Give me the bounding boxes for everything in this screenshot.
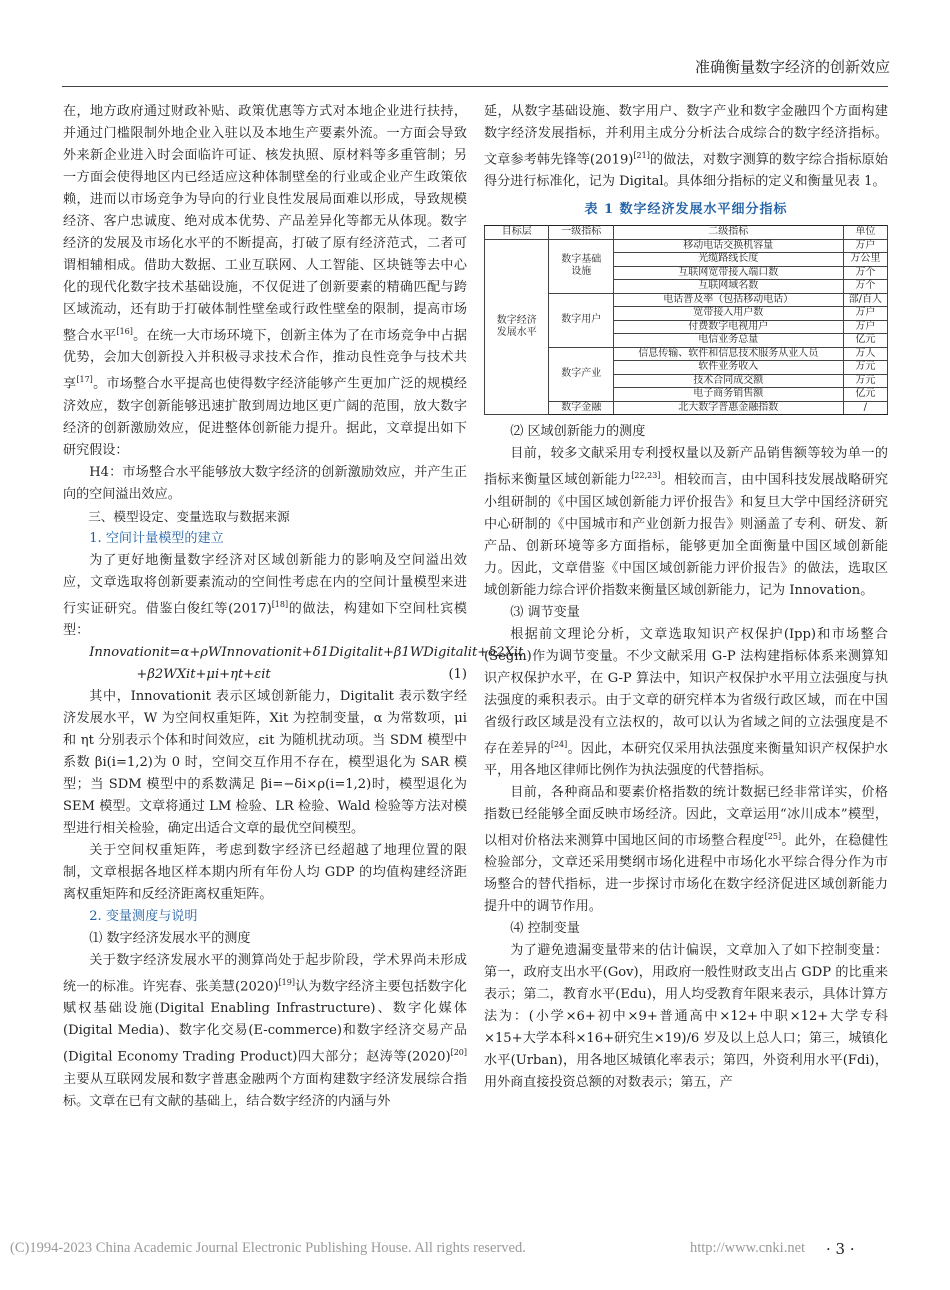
table-cell: 万元 (843, 361, 887, 375)
table-header: 单位 (843, 226, 887, 240)
section-heading: 三、模型设定、变量选取与数据来源 (88, 508, 290, 524)
table-cell: 万个 (843, 280, 887, 294)
table-group-cell: 数字用户 (549, 293, 613, 347)
table-group-cell: 数字基础设施 (549, 239, 613, 293)
table-caption: 表 1 数字经济发展水平细分指标 (584, 202, 788, 218)
paragraph: 目前，较多文献采用专利授权量以及新产品销售额等较为单一的指标来衡量区域创新能力[22,23]。相较而言，由中国科技发展战略研究小组研制的《中国区域创新能力评价报告》和复旦大学中国经济研究中心研制的《中国城市和产业创新力报告》则涵盖了专利、研发、新产品、创新环境等多方面指标，能够更加全面衡量中国区域创新能力。因此，文章借鉴《中国区域创新能力评价报告》的做法，选取区域创新能力综合评价指数来衡量区域创新能力，记为 Innovation。 (484, 446, 889, 598)
citation: [25] (764, 832, 782, 842)
table-cell: 亿元 (843, 334, 887, 348)
indicator-table (484, 225, 888, 415)
subsubsection-heading: ⑴ 数字经济发展水平的测度 (89, 931, 251, 947)
subsection-heading: 1. 空间计量模型的建立 (89, 530, 224, 546)
paragraph: 为了更好地衡量数字经济对区域创新能力的影响及空间溢出效应，文章选取将创新要素流动的空间性考虑在内的空间计量模型来进行实证研究。借鉴白俊红等(2017)[18]的做法，构建如下空间杜宾模型： (63, 552, 468, 639)
table-cell: 万个 (843, 266, 887, 280)
citation: [16] (116, 327, 133, 336)
table-cell: 万户 (843, 320, 887, 334)
table-cell: 移动电话交换机容量 (613, 239, 843, 253)
right-column (484, 101, 888, 1094)
citation: [20] (450, 1048, 467, 1058)
table-header: 目标层 (485, 226, 549, 240)
table-target-cell: 数字经济发展水平 (485, 239, 549, 415)
citation: [22,23] (631, 471, 661, 481)
citation: [19] (278, 978, 295, 988)
footer-site-link[interactable]: http://www.cnki.net (690, 1240, 806, 1256)
hypothesis-h4: H4：市场整合水平能够放大数字经济的创新激励效应，并产生正向的空间溢出效应。 (63, 464, 467, 502)
equation-line-1: Innovationit=α+ρWInnovationit+δ1Digitalit+β1WDigitalit+δ2Xit (89, 645, 524, 661)
table-header: 二级指标 (613, 226, 843, 240)
paragraph: 在，地方政府通过财政补贴、政策优惠等方式对本地企业进行扶持，并通过门槛限制外地企业入驻以及本地生产要素外流。一方面会导致外来新企业进入时会面临许可证、核发执照、原材料等多重管制；另一方面会使得地区内已经适应这种体制壁垒的行业或企业产生政策依赖，进而以市场竞争为导向的行业良性发展局面难以形成，导致规模经济、客户忠诚度、绝对成本优势、产品差异化等都无从体现。数字经济的发展及市场化水平的不断提高，打破了原有经济范式，二者可谓相辅相成。借助大数据、工业互联网、人工智能、区块链等去中心化的现代化数字技术基础设施，不仅促进了创新要素的精确匹配与跨区域流动，还有助于打破体制性壁垒或行政性壁垒的限制，提高市场整合水平[16]。在统一大市场环境下，创新主体为了在市场竞争中占据优势，会加大创新投入并积极寻求技术合作，推动良性竞争与技术共享[17]。市场整合水平提高也使得数字经济能够产生更加广泛的规模经济效应，数字创新能够迅速扩散到周边地区更广阔的范围，放大数字经济的创新激励效应，促进整体创新能力提升。据此，文章提出如下研究假设： (63, 104, 468, 458)
table-group-cell: 数字产业 (549, 347, 613, 401)
footer-copyright: (C)1994-2023 China Academic Journal Electronic Publishing House. All rights reserved. (10, 1240, 526, 1256)
running-header-title: 准确衡量数字经济的创新效应 (694, 58, 890, 76)
paragraph: 为了避免遗漏变量带来的估计偏误，文章加入了如下控制变量：第一，政府支出水平(Gov)，用政府一般性财政支出占 GDP 的比重来表示；第二，教育水平(Edu)，用人均受教育年限来表示，具体计算方法为：(小学×6+初中×9+普通高中×12+中职×12+大学专科×15+大学本科×16+研究生×19)/6 岁及以上总人口；第三，城镇化水平(Urban)，用各地区城镇化率表示；第四，外资利用水平(Fdi)，用外商直接投资总额的对数表示；第五，产 (484, 943, 888, 1091)
table-cell: 万户 (843, 307, 887, 321)
table-cell: 付费数字电视用户 (613, 320, 843, 334)
table-cell: 互联网宽带接入端口数 (613, 266, 843, 280)
subsection-heading: 2. 变量测度与说明 (89, 909, 198, 925)
header-rule (62, 86, 888, 87)
equation-number: (1) (448, 667, 467, 683)
table-cell: 电信业务总量 (613, 334, 843, 348)
table-cell: 互联网域名数 (613, 280, 843, 294)
table-cell: 宽带接入用户数 (613, 307, 843, 321)
citation: [18] (271, 599, 289, 609)
table-cell: 亿元 (843, 388, 887, 402)
table-cell: 部/百人 (843, 293, 887, 307)
table-cell: 万公里 (843, 253, 887, 267)
equation-line-2: +β2WXit+μi+ηt+εit (1) (63, 664, 467, 686)
subsubsection-heading: ⑷ 控制变量 (510, 921, 580, 937)
subsubsection-heading: ⑵ 区域创新能力的测度 (510, 424, 646, 440)
table-cell: 技术合同成交额 (613, 374, 843, 388)
table-group-cell: 数字金融 (549, 401, 613, 415)
citation: [21] (633, 151, 650, 160)
paragraph: 延，从数字基础设施、数字用户、数字产业和数字金融四个方面构建数字经济发展指标，并利用主成分分析法合成综合的数字经济指标。文章参考韩先锋等(2019)[21]的做法，对数字测算的数字综合指标原始得分进行标准化，记为 Digital。具体细分指标的定义和衡量见表 1。 (484, 104, 889, 190)
paragraph: 关于数字经济发展水平的测算尚处于起步阶段，学术界尚未形成统一的标准。许宪春、张美慧(2020)[19]认为数字经济主要包括数字化赋权基础设施(Digital Enabling Infrastructure)、数字化媒体(Digital Media)、数字化交易(E-commerce)和数字经济交易产品(Digital Economy Trading Product)四大部分；赵涛等(2020)[20]主要从互联网发展和数字普惠金融两个方面构建数字经济发展综合指标。文章在已有文献的基础上，结合数字经济的内涵与外 (63, 953, 467, 1109)
table-cell: / (843, 401, 887, 415)
table-cell: 北大数字普惠金融指数 (613, 401, 843, 415)
table-cell: 万人 (843, 347, 887, 361)
subsubsection-heading: ⑶ 调节变量 (510, 604, 580, 620)
table-cell: 软件业务收入 (613, 361, 843, 375)
table-cell: 万户 (843, 239, 887, 253)
page-number: · 3 · (826, 1240, 855, 1258)
table-cell: 电话普及率（包括移动电话） (613, 293, 843, 307)
paragraph: 关于空间权重矩阵，考虑到数字经济已经超越了地理位置的限制，文章根据各地区样本期内所有年份人均 GDP 的均值构建经济距离权重矩阵和反经济距离权重矩阵。 (63, 843, 467, 903)
table-cell: 光缆路线长度 (613, 253, 843, 267)
table-cell: 电子商务销售额 (613, 388, 843, 402)
citation: [17] (76, 375, 93, 385)
paragraph: 目前，各种商品和要素价格指数的统计数据已经非常详实，价格指数已经能够全面反映市场经济。因此，文章运用“冰川成本”模型，以相对价格法来测算中国地区间的市场整合程度[25]。此外，在稳健性检验部分，文章还采用樊纲市场化进程中市场化水平综合得分作为市场整合的替代指标，进一步探讨市场化在数字经济促进区域创新能力提升中的调节作用。 (484, 785, 889, 915)
table-cell: 信息传输、软件和信息技术服务从业人员 (613, 347, 843, 361)
paragraph: 其中，Innovationit 表示区域创新能力，Digitalit 表示数字经济发展水平，W 为空间权重矩阵，Xit 为控制变量，α 为常数项，μi 和 ηt 分别表示个体和时间效应，εit 为随机扰动项。当 SDM 模型中系数 βi(i=1,2)为 0 时，空间交互作用不存在，模型退化为 SAR 模型；当 SDM 模型中的系数满足 βi=−δi×ρ(i=1,2)时，模型退化为 SEM 模型。文章将通过 LM 检验、LR 检验、Wald 检验等方法对模型进行相关检验，确定出适合文章的最优空间模型。 (63, 689, 467, 837)
table-header: 一级指标 (549, 226, 613, 240)
table-cell: 万元 (843, 374, 887, 388)
citation: [24] (550, 739, 568, 749)
paragraph: 根据前文理论分析，文章选取知识产权保护(Ipp)和市场整合(Segm)作为调节变量。不少文献采用 G-P 法构建指标体系来测算知识产权保护水平，在 G-P 算法中，知识产权保护水平用立法强度与执法强度的乘积表示。由于文章的研究样本为省级行政区域，而在中国省级行政区域是没有立法权的，故可以认为省域之间的立法强度是不存在差异的[24]。因此，本研究仅采用执法强度来衡量知识产权保护水平，用各地区律师比例作为执法强度的代替指标。 (484, 626, 889, 779)
